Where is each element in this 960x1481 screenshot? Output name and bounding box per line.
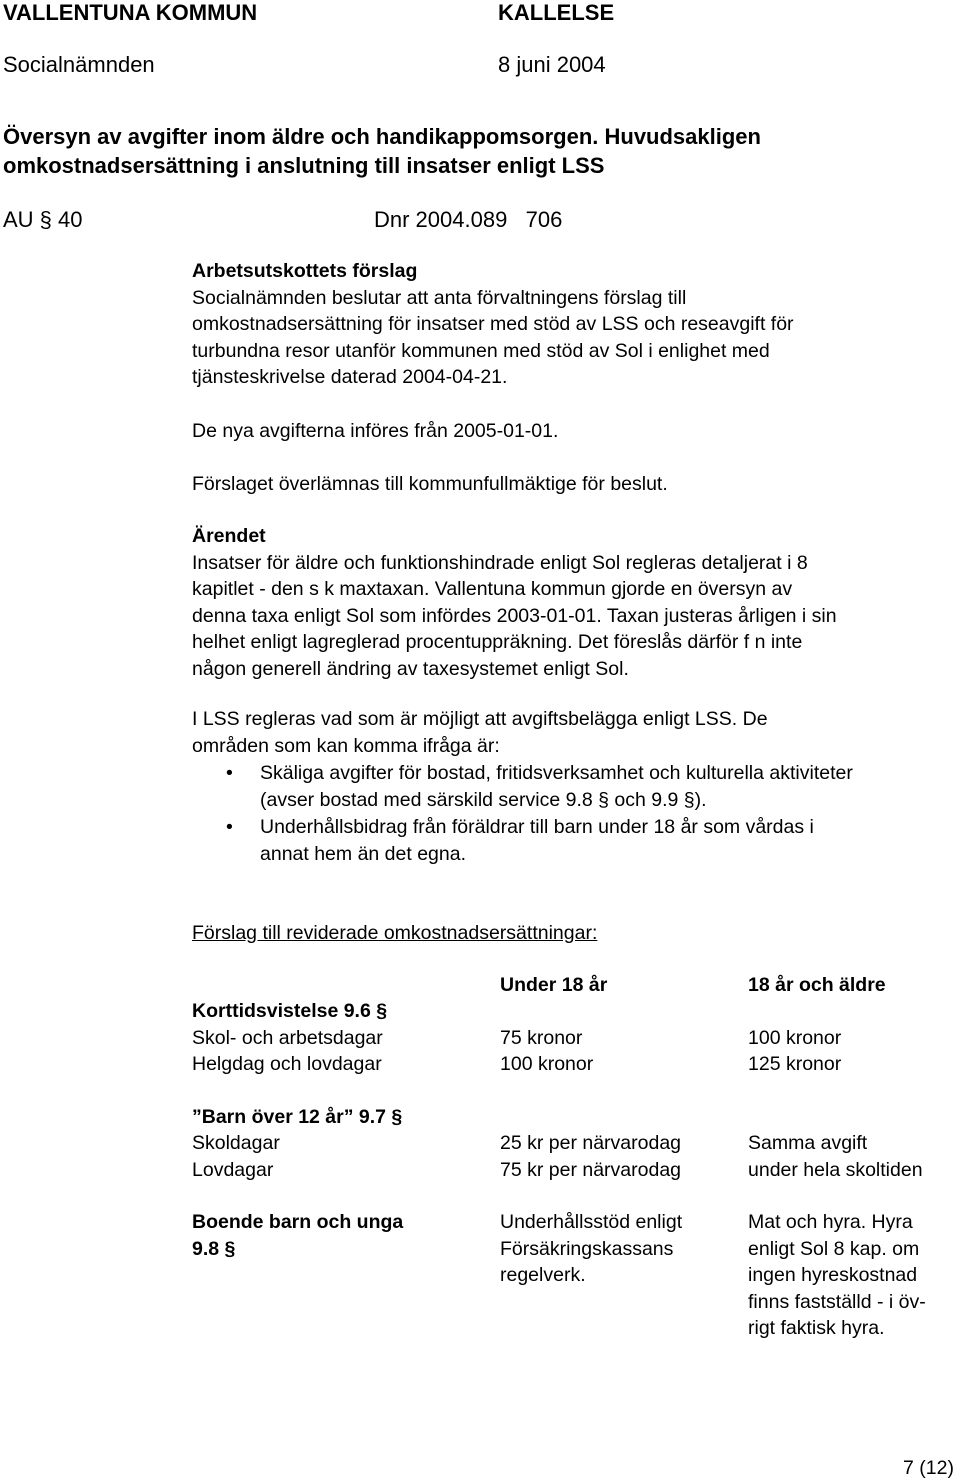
- row-value-18-plus: 125 kronor: [748, 1053, 842, 1075]
- lss-bullet-list: [192, 760, 960, 868]
- matter-section: [192, 523, 952, 682]
- row-value-under-18: 100 kronor: [500, 1053, 594, 1075]
- cell-line: enligt Sol 8 kap. om: [748, 1237, 920, 1260]
- row-value-under-18: [500, 1209, 682, 1289]
- page-title-line1: Översyn av avgifter inom äldre och handikappomsorgen. Huvudsakligen: [3, 124, 761, 149]
- cell-line: Försäkringskassans: [500, 1237, 674, 1260]
- row-value-under-18: 75 kronor: [500, 1027, 583, 1049]
- matter-line: kapitlet - den s k maxtaxan. Vallentuna kommun gjorde en översyn av: [192, 578, 793, 600]
- bullet-icon: •: [226, 762, 233, 784]
- bullet-text: (avser bostad med särskild service 9.8 § och 9.9 §).: [260, 789, 707, 811]
- matter-line: helhet enligt lagreglerad procentuppräkning. Det föreslås därför f n inte: [192, 631, 803, 653]
- page-number: 7 (12): [903, 1457, 954, 1479]
- bullet-text: Skäliga avgifter för bostad, fritidsverksamhet och kulturella aktiviteter: [260, 762, 853, 784]
- cell-line: regelverk.: [500, 1264, 586, 1286]
- meeting-date: 8 juni 2004: [498, 52, 606, 77]
- row-label: Skol- och arbetsdagar: [192, 1027, 383, 1049]
- lss-paragraph: [192, 706, 952, 759]
- bullet-text: annat hem än det egna.: [260, 843, 466, 865]
- matter-line: denna taxa enligt Sol som infördes 2003-01-01. Taxan justeras årligen i sin: [192, 604, 837, 627]
- cell-line: rigt faktisk hyra.: [748, 1317, 885, 1339]
- row-label: Lovdagar: [192, 1159, 274, 1181]
- org-name: VALLENTUNA KOMMUN: [3, 0, 258, 25]
- cell-line: Mat och hyra. Hyra: [748, 1211, 913, 1233]
- group-title-line: 9.8 §: [192, 1237, 236, 1260]
- cell-line: finns fastställd - i öv-: [748, 1290, 926, 1313]
- bullet-icon: •: [226, 816, 233, 838]
- proposal-line: turbundna resor utanför kommunen med stöd av Sol i enlighet med: [192, 339, 770, 362]
- group-title-line: Boende barn och unga: [192, 1211, 404, 1233]
- cell-line: ingen hyreskostnad: [748, 1264, 918, 1286]
- group-title-barn-over-12: ”Barn över 12 år” 9.7 §: [192, 1106, 403, 1128]
- row-label: Helgdag och lovdagar: [192, 1053, 382, 1075]
- au-reference: AU § 40: [3, 207, 83, 232]
- proposal-line: tjänsteskrivelse daterad 2004-04-21.: [192, 366, 508, 388]
- column-header-under-18: Under 18 år: [500, 974, 608, 996]
- proposal-line: omkostnadsersättning för insatser med stöd av LSS och reseavgift för: [192, 313, 794, 335]
- list-item: [192, 814, 960, 868]
- lss-line: områden som kan komma ifråga är:: [192, 734, 500, 757]
- lss-line: I LSS regleras vad som är möjligt att avgiftsbelägga enligt LSS. De: [192, 708, 768, 730]
- fees-heading: Förslag till reviderade omkostnadsersättningar:: [192, 922, 598, 944]
- page-title-line2: omkostnadsersättning i anslutning till insatser enligt LSS: [3, 153, 605, 178]
- list-item: [192, 760, 960, 814]
- row-value-under-18: 75 kr per närvarodag: [500, 1159, 682, 1181]
- row-value-18-plus: under hela skoltiden: [748, 1159, 923, 1181]
- row-value-18-plus: 100 kronor: [748, 1027, 842, 1049]
- board-name: Socialnämnden: [3, 52, 155, 77]
- group-title-boende: [192, 1209, 403, 1262]
- matter-line: Insatser för äldre och funktionshindrade enligt Sol regleras detaljerat i 8: [192, 551, 808, 574]
- matter-heading: Ärendet: [192, 525, 266, 547]
- proposal-line: Socialnämnden beslutar att anta förvaltningens förslag till: [192, 286, 687, 309]
- document-type: KALLELSE: [498, 0, 615, 25]
- proposal-section: [192, 258, 952, 391]
- bullet-text: Underhållsbidrag från föräldrar till barn under 18 år som vårdas i: [260, 816, 814, 838]
- proposal-heading: Arbetsutskottets förslag: [192, 260, 418, 282]
- row-value-18-plus: Samma avgift: [748, 1132, 868, 1154]
- dnr-reference: Dnr 2004.089 706: [374, 207, 563, 232]
- proposal-referral: Förslaget överlämnas till kommunfullmäktige för beslut.: [192, 473, 668, 495]
- row-value-under-18: 25 kr per närvarodag: [500, 1132, 682, 1154]
- group-title-korttidsvistelse: Korttidsvistelse 9.6 §: [192, 1000, 388, 1022]
- row-label: Skoldagar: [192, 1132, 280, 1154]
- matter-line: någon generell ändring av taxesystemet enligt Sol.: [192, 657, 629, 680]
- row-value-18-plus: [748, 1209, 926, 1342]
- proposal-effective-date: De nya avgifterna införes från 2005-01-01.: [192, 420, 559, 442]
- cell-line: Underhållsstöd enligt: [500, 1211, 683, 1233]
- column-header-18-plus: 18 år och äldre: [748, 974, 886, 996]
